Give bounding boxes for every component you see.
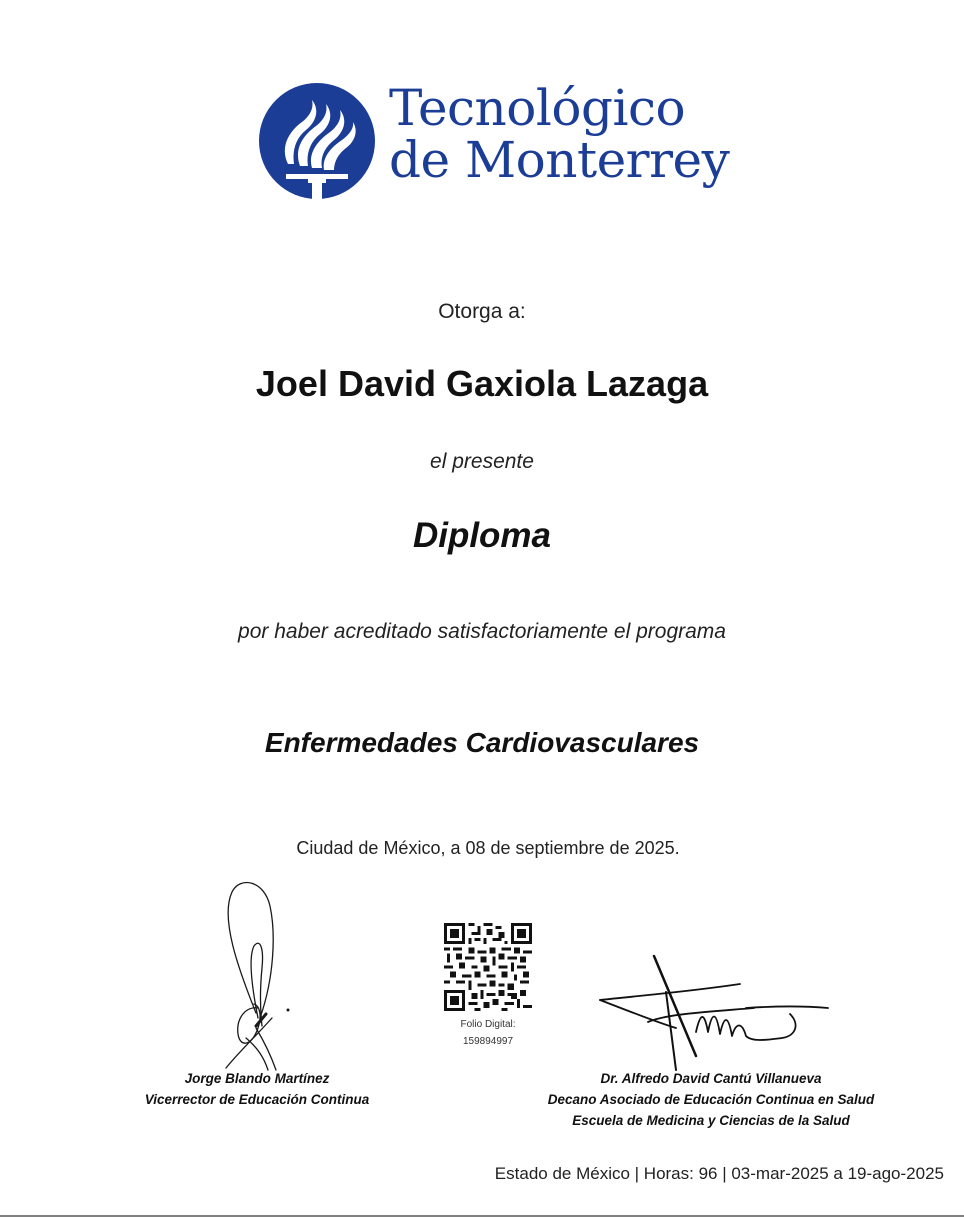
signature-left-icon: [218, 878, 298, 1073]
signatory-right: [530, 1068, 892, 1131]
signatory-left: [130, 1068, 384, 1110]
signatory-left-title: Vicerrector de Educación Continua: [144, 1092, 370, 1107]
recipient-name: Joel David Gaxiola Lazaga: [255, 363, 709, 404]
institution-name: [389, 79, 730, 189]
awards-to-label: Otorga a:: [438, 300, 526, 323]
presents-label: el presente: [430, 450, 534, 473]
signatory-left-name: Jorge Blando Martínez: [184, 1071, 330, 1086]
program-name: Enfermedades Cardiovasculares: [264, 727, 700, 758]
institution-logo: [258, 79, 730, 207]
signatory-right-title: Decano Asociado de Educación Continua en Salud: [547, 1092, 875, 1107]
document-type-title: Diploma: [412, 516, 552, 555]
institution-name-line1: Tecnológico: [389, 79, 686, 137]
qr-code-icon[interactable]: [444, 923, 532, 1011]
place-and-date: Ciudad de México, a 08 de septiembre de 2025.: [296, 838, 680, 858]
folio-label: Folio Digital:: [460, 1019, 516, 1030]
signatory-right-school: Escuela de Medicina y Ciencias de la Salud: [572, 1113, 850, 1128]
folio-number: 159894997: [462, 1036, 514, 1047]
torch-flame-emblem-icon: [258, 82, 376, 200]
reason-text: por haber acreditado satisfactoriamente el programa: [238, 620, 726, 643]
signatory-right-name: Dr. Alfredo David Cantú Villanueva: [600, 1071, 822, 1086]
signature-right-icon: [596, 952, 831, 1072]
program-details: Estado de México | Horas: 96 | 03-mar-2025 a 19-ago-2025: [494, 1164, 944, 1183]
institution-name-line2: de Monterrey: [389, 131, 730, 189]
